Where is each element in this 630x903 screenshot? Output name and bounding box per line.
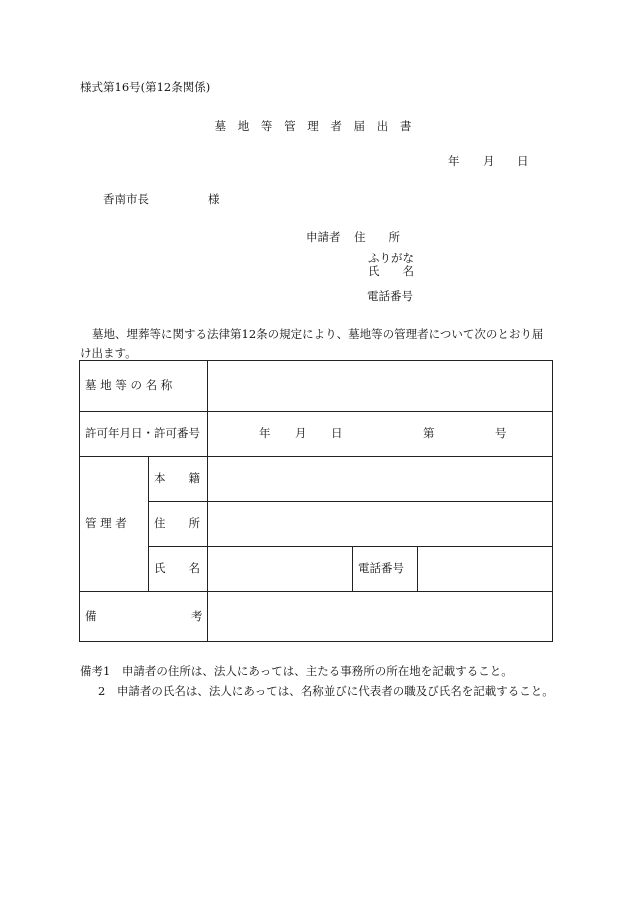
manager-address-field[interactable] — [208, 502, 552, 546]
note-2: 2 申請者の氏名は、法人にあっては、名称並びに代表者の職及び氏名を記載すること。 — [98, 684, 554, 698]
declaration-paragraph: 墓地、埋葬等に関する法律第12条の規定により、墓地等の管理者について次のとおり届け出ます。 — [80, 327, 544, 360]
remarks-label-right: 考 — [191, 609, 203, 623]
form-number: 様式第16号(第12条関係) — [80, 80, 211, 94]
permit-date-number-label: 許可年月日・許可番号 — [85, 426, 200, 440]
manager-phone-label: 電話番号 — [358, 561, 404, 575]
remarks-field[interactable] — [208, 592, 552, 641]
remarks-label-left: 備 — [85, 609, 97, 623]
manager-phone-field[interactable] — [418, 547, 552, 591]
permit-day-label: 日 — [331, 426, 343, 440]
honorific: 様 — [208, 192, 220, 206]
manager-name-field[interactable] — [208, 547, 352, 591]
document-title: 墓 地 等 管 理 者 届 出 書 — [214, 119, 416, 133]
manager-label: 管 理 者 — [85, 516, 127, 530]
date-year-label: 年 — [448, 154, 460, 168]
applicant-phone-label: 電話番号 — [367, 289, 413, 303]
permit-go-label: 号 — [495, 426, 507, 440]
applicant-furigana-label: ふりがな — [368, 251, 414, 265]
note-1: 備考1 申請者の住所は、法人にあっては、主たる事務所の所在地を記載すること。 — [80, 664, 513, 678]
permit-month-label: 月 — [295, 426, 307, 440]
addressee: 香南市長 — [103, 192, 149, 206]
applicant-address-label: 住 所 — [354, 230, 400, 244]
manager-name-label: 氏 名 — [154, 561, 200, 575]
date-month-label: 月 — [483, 154, 495, 168]
permit-year-label: 年 — [259, 426, 271, 440]
applicant-label: 申請者 — [306, 230, 341, 244]
cemetery-name-label: 墓 地 等 の 名 称 — [85, 378, 173, 392]
permit-dai-label: 第 — [423, 426, 435, 440]
manager-honseki-label: 本 籍 — [154, 471, 200, 485]
manager-honseki-field[interactable] — [208, 457, 552, 501]
cemetery-name-field[interactable] — [208, 361, 552, 411]
applicant-name-label: 氏 名 — [368, 264, 414, 278]
date-day-label: 日 — [517, 154, 529, 168]
manager-address-label: 住 所 — [154, 516, 200, 530]
